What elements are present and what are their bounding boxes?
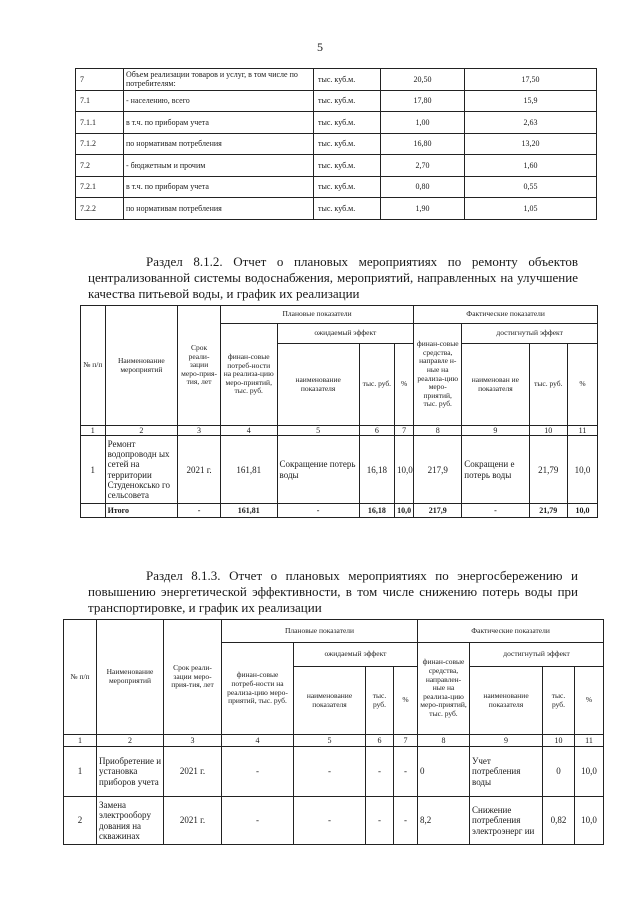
- sales-volume-table: [75, 68, 597, 220]
- cell-fact: 0,55: [465, 176, 597, 198]
- cell-name: в т.ч. по приборам учета: [124, 176, 314, 198]
- column-number: 2: [105, 426, 178, 436]
- cell-fact-abs: 0,82: [543, 797, 575, 845]
- cell-plan: 0,80: [381, 176, 465, 198]
- cell-name: Замена электрообору дования на скважинах: [97, 797, 164, 845]
- cell-code: 7.2.1: [76, 176, 124, 198]
- cell-fact-ind: Снижение потребления электроэнерг ии: [470, 797, 543, 845]
- column-number: 3: [164, 735, 222, 747]
- column-number: 1: [81, 426, 106, 436]
- header-fact-abs: тыс. руб.: [543, 667, 575, 735]
- table-row: [64, 797, 604, 845]
- column-number: 8: [414, 426, 462, 436]
- column-number: 2: [97, 735, 164, 747]
- cell-fact: 13,20: [465, 133, 597, 155]
- total-plan-pct: 10,0: [394, 504, 413, 518]
- header-fact-effect: достигнутый эффект: [462, 324, 598, 344]
- header-fact-ind: наименован ие показателя: [462, 344, 529, 426]
- header-plan-fin: финан-совые потреб-ности на реализа-цию меро-приятий, тыс. руб.: [220, 324, 277, 426]
- cell-fact-fin: 8,2: [418, 797, 470, 845]
- header-fact-pct: %: [575, 667, 604, 735]
- cell-unit: тыс. куб.м.: [314, 176, 381, 198]
- cell-plan-pct: -: [394, 797, 418, 845]
- cell-name: Ремонт водопроводн ых сетей на территории Студеноксько го сельсовета: [105, 436, 178, 504]
- cell-plan-ind: Сокращение потерь воды: [277, 436, 359, 504]
- cell-plan-fin: 161,81: [220, 436, 277, 504]
- cell-fact-ind: Сокращени е потерь воды: [462, 436, 529, 504]
- header-plan-abs: тыс. руб.: [366, 667, 394, 735]
- column-number: 9: [462, 426, 529, 436]
- cell-code: 7.1.2: [76, 133, 124, 155]
- cell-fact: 1,05: [465, 198, 597, 220]
- column-number: 10: [529, 426, 567, 436]
- table-row: [76, 176, 597, 198]
- cell-fact: 15,9: [465, 90, 597, 112]
- cell-num: 2: [64, 797, 97, 845]
- header-plan-pct: %: [394, 667, 418, 735]
- cell-fact: 1,60: [465, 155, 597, 177]
- header-fact-abs: тыс. руб.: [529, 344, 567, 426]
- table-row: [76, 133, 597, 155]
- cell-plan-fin: -: [222, 747, 294, 797]
- cell-plan-abs: -: [366, 747, 394, 797]
- section-8-1-2-heading: Раздел 8.1.2. Отчет о плановых мероприятиях по ремонту объектов централизованной системы водоснабжения, мероприятий, направленных на улучшение качества питьевой воды, и график их реализации: [88, 254, 578, 301]
- column-number: 8: [418, 735, 470, 747]
- cell-unit: тыс. куб.м.: [314, 112, 381, 134]
- section-8-1-3-heading: Раздел 8.1.3. Отчет о плановых мероприятиях по энергосбережению и повышению энергетической эффективности, в том числе снижению потерь воды при транспортировке, и график их реализации: [88, 568, 578, 615]
- cell-plan-fin: -: [222, 797, 294, 845]
- header-plan-group: Плановые показатели: [220, 306, 413, 324]
- header-name: Наименование мероприятий: [105, 306, 178, 426]
- cell-fact-abs: 0: [543, 747, 575, 797]
- cell-num: 1: [64, 747, 97, 797]
- header-fact-ind: наименование показателя: [470, 667, 543, 735]
- table-row: [76, 198, 597, 220]
- cell-plan: 20,50: [381, 69, 465, 91]
- header-plan-effect: ожидаемый эффект: [277, 324, 414, 344]
- table-row: [76, 90, 597, 112]
- repair-measures-table: [80, 305, 598, 518]
- total-fact-abs: 21,79: [529, 504, 567, 518]
- cell-plan: 16,80: [381, 133, 465, 155]
- cell-fact-pct: 10,0: [567, 436, 597, 504]
- cell-term: 2021 г.: [164, 747, 222, 797]
- cell-fact-pct: 10,0: [575, 747, 604, 797]
- column-number: 3: [178, 426, 221, 436]
- total-plan-fin: 161,81: [220, 504, 277, 518]
- header-plan-pct: %: [394, 344, 413, 426]
- header-fact-group: Фактические показатели: [418, 620, 604, 643]
- column-number: 11: [567, 426, 597, 436]
- cell-plan-pct: 10,0: [394, 436, 413, 504]
- cell-code: 7.2.2: [76, 198, 124, 220]
- header-num: № п/п: [81, 306, 106, 426]
- column-number: 9: [470, 735, 543, 747]
- page-number: 5: [317, 40, 323, 54]
- header-fact-fin: финан-совые средства, направлен-ные на реализа-цию меро-приятий, тыс. руб.: [418, 643, 470, 735]
- cell-plan: 1,90: [381, 198, 465, 220]
- cell-code: 7.1: [76, 90, 124, 112]
- column-number: 7: [394, 426, 413, 436]
- cell-code: 7: [76, 69, 124, 91]
- header-fact-group: Фактические показатели: [414, 306, 598, 324]
- cell-name: Объем реализации товаров и услуг, в том числе по потребителям:: [124, 69, 314, 91]
- column-number: 6: [359, 426, 394, 436]
- cell-unit: тыс. куб.м.: [314, 90, 381, 112]
- cell-name: - населению, всего: [124, 90, 314, 112]
- header-term: Срок реали-зации меро-прия-тия, лет: [164, 620, 222, 735]
- cell-term: 2021 г.: [178, 436, 221, 504]
- column-number: 4: [222, 735, 294, 747]
- cell-code: 7.1.1: [76, 112, 124, 134]
- column-number: 1: [64, 735, 97, 747]
- cell-num: 1: [81, 436, 106, 504]
- column-number: 10: [543, 735, 575, 747]
- cell-name: - бюджетным и прочим: [124, 155, 314, 177]
- cell-plan-abs: -: [366, 797, 394, 845]
- column-number: 6: [366, 735, 394, 747]
- cell-plan: 1,00: [381, 112, 465, 134]
- column-number: 7: [394, 735, 418, 747]
- cell-fact-fin: 0: [418, 747, 470, 797]
- header-fact-fin: финан-совые средства, направле н-ные на реализа-цию меро-приятий, тыс. руб.: [414, 324, 462, 426]
- cell-unit: тыс. куб.м.: [314, 69, 381, 91]
- header-plan-ind: наименование показателя: [277, 344, 359, 426]
- cell-fact: 2,63: [465, 112, 597, 134]
- cell-name: по нормативам потребления: [124, 198, 314, 220]
- column-number: 11: [575, 735, 604, 747]
- cell-name: по нормативам потребления: [124, 133, 314, 155]
- cell-fact-abs: 21,79: [529, 436, 567, 504]
- cell-unit: тыс. куб.м.: [314, 133, 381, 155]
- column-number: 5: [277, 426, 359, 436]
- cell-plan-abs: 16,18: [359, 436, 394, 504]
- total-label: Итого: [105, 504, 178, 518]
- table-row: [76, 112, 597, 134]
- cell-plan-pct: -: [394, 747, 418, 797]
- total-fact-ind: -: [462, 504, 529, 518]
- cell-term: 2021 г.: [164, 797, 222, 845]
- header-fact-effect: достигнутый эффект: [470, 643, 604, 667]
- column-number: 4: [220, 426, 277, 436]
- cell-code: 7.2: [76, 155, 124, 177]
- table-row: [81, 436, 598, 504]
- header-plan-group: Плановые показатели: [222, 620, 418, 643]
- cell-plan: 2,70: [381, 155, 465, 177]
- cell-plan-ind: -: [294, 797, 366, 845]
- header-fact-pct: %: [567, 344, 597, 426]
- total-fact-fin: 217,9: [414, 504, 462, 518]
- cell-unit: тыс. куб.м.: [314, 198, 381, 220]
- cell-fact-ind: Учет потребления воды: [470, 747, 543, 797]
- cell-plan: 17,80: [381, 90, 465, 112]
- energy-saving-measures-table: [63, 619, 604, 845]
- total-term: -: [178, 504, 221, 518]
- table-row: [76, 155, 597, 177]
- cell-name: Приобретение и установка приборов учета: [97, 747, 164, 797]
- table-row: [64, 747, 604, 797]
- header-name: Наименование мероприятий: [97, 620, 164, 735]
- total-row: [81, 504, 598, 518]
- cell-name: в т.ч. по приборам учета: [124, 112, 314, 134]
- total-plan-ind: -: [277, 504, 359, 518]
- column-number: 5: [294, 735, 366, 747]
- cell-fact: 17,50: [465, 69, 597, 91]
- header-plan-ind: наименование показателя: [294, 667, 366, 735]
- cell-unit: тыс. куб.м.: [314, 155, 381, 177]
- total-plan-abs: 16,18: [359, 504, 394, 518]
- header-plan-abs: тыс. руб.: [359, 344, 394, 426]
- cell-fact-pct: 10,0: [575, 797, 604, 845]
- table-row: [76, 69, 597, 91]
- header-num: № п/п: [64, 620, 97, 735]
- header-term: Срок реали-зации меро-прия-тия, лет: [178, 306, 221, 426]
- cell-plan-ind: -: [294, 747, 366, 797]
- total-fact-pct: 10,0: [567, 504, 597, 518]
- header-plan-fin: финан-совые потреб-ности на реализа-цию меро-приятий, тыс. руб.: [222, 643, 294, 735]
- header-plan-effect: ожидаемый эффект: [294, 643, 418, 667]
- cell-fact-fin: 217,9: [414, 436, 462, 504]
